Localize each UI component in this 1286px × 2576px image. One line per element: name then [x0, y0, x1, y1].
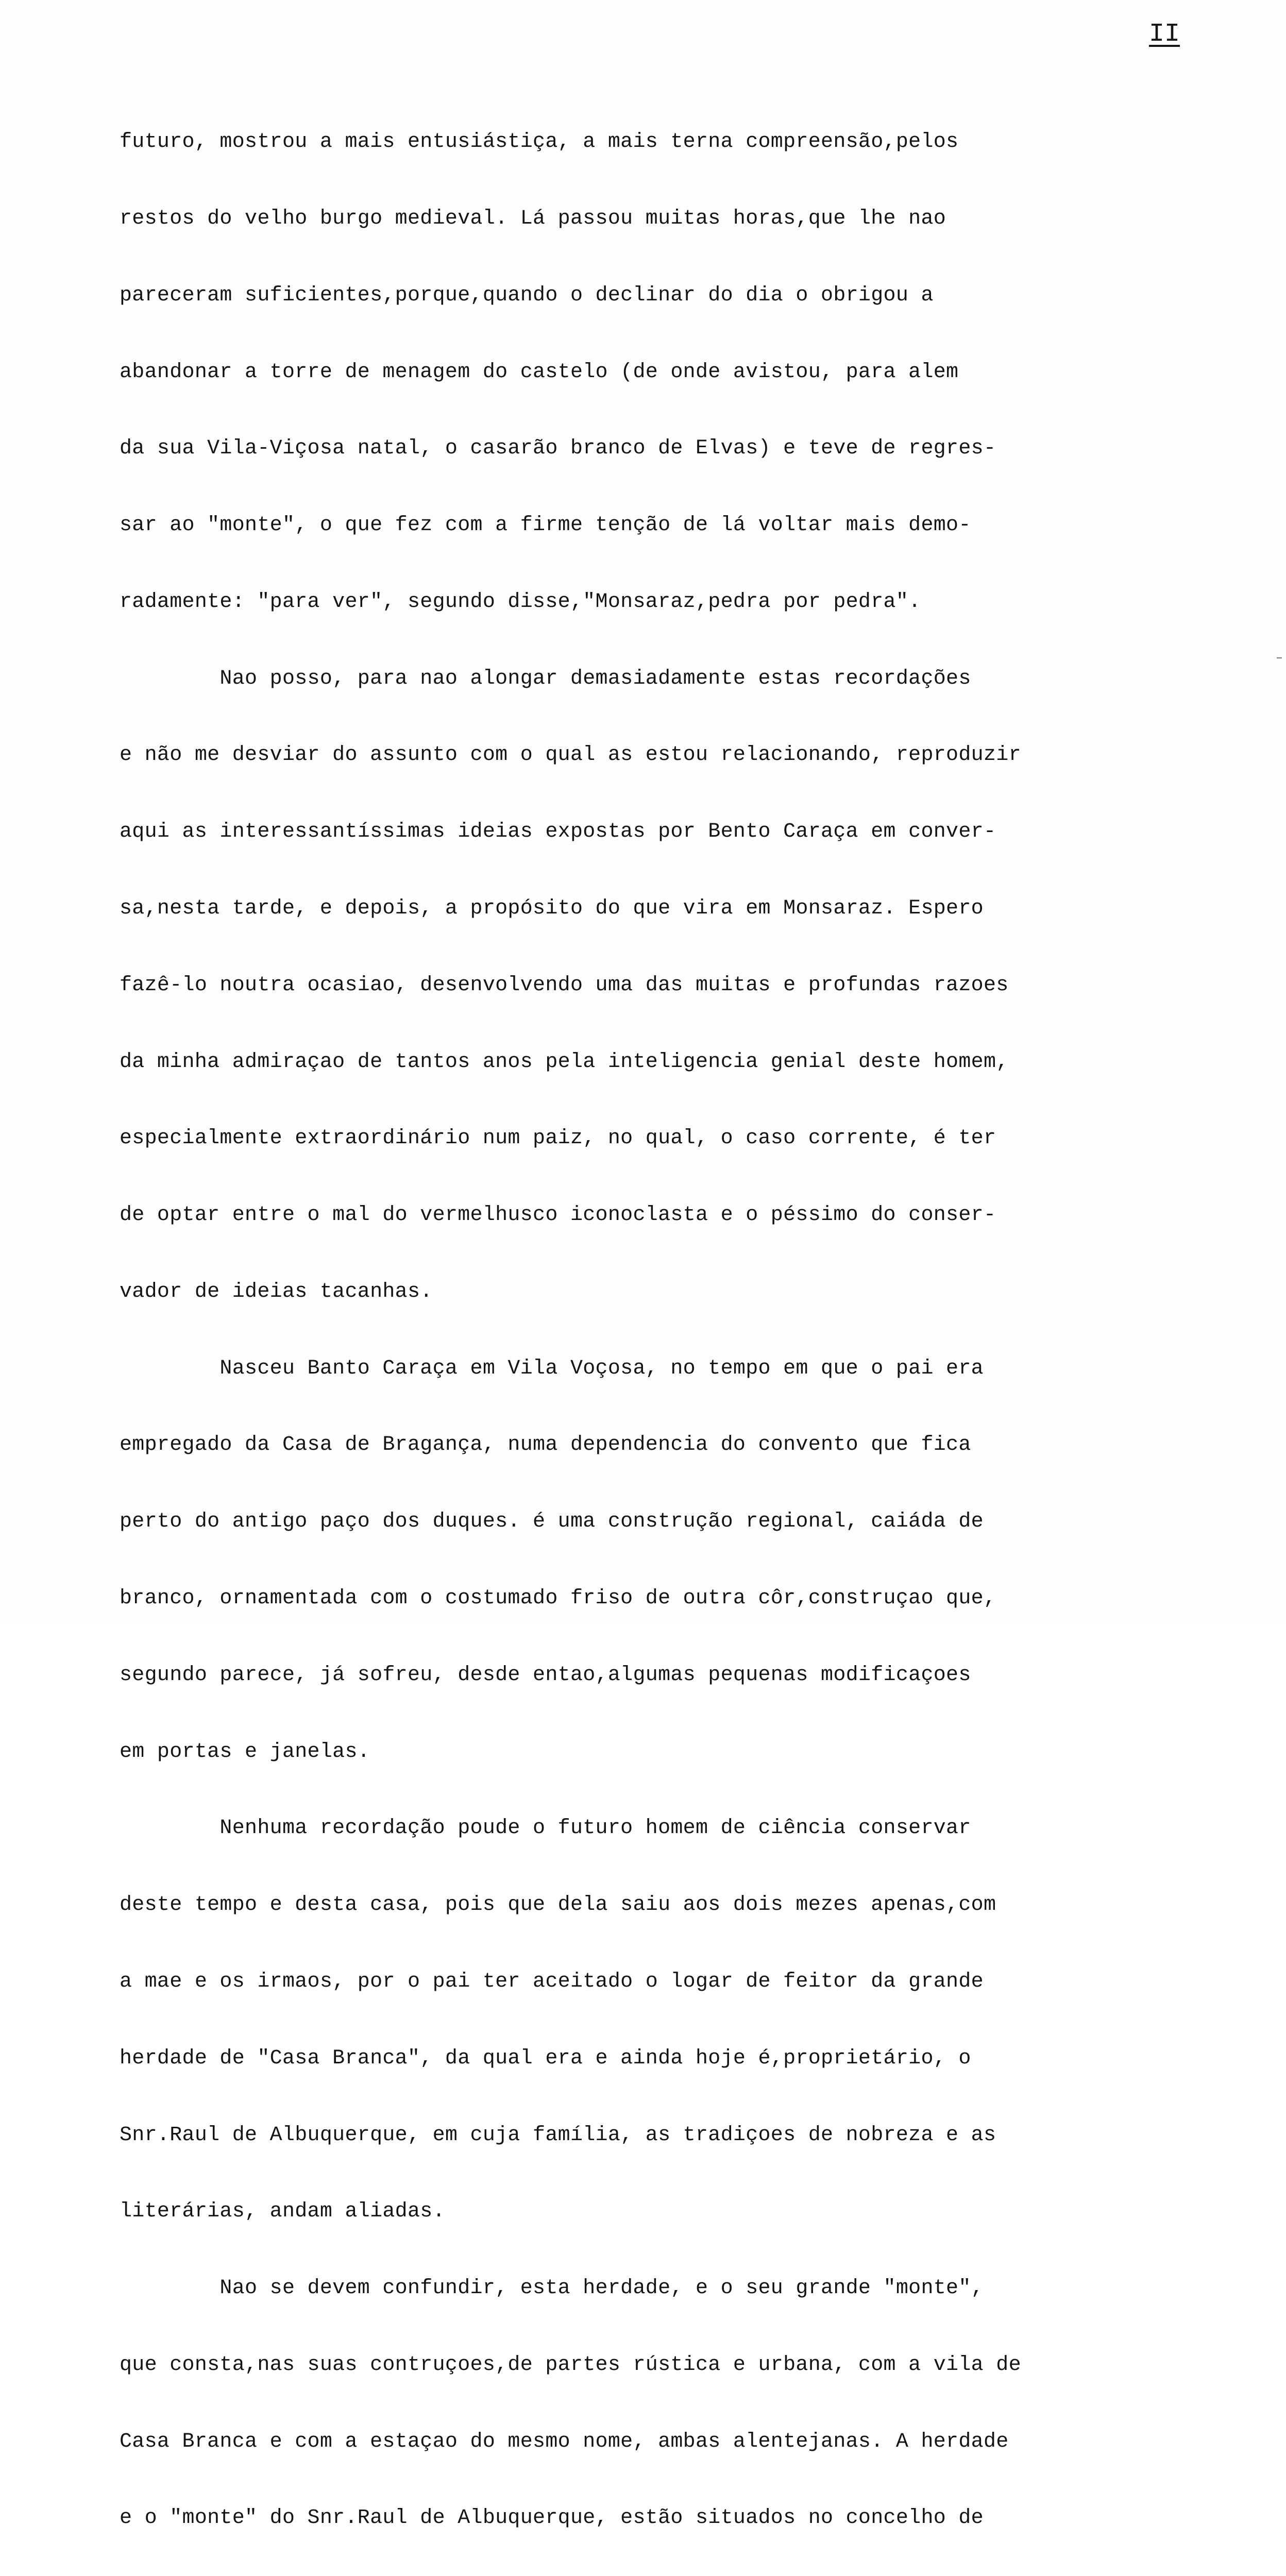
text-line: pareceram suficientes,porque,quando o declinar do dia o obrigou a: [120, 283, 934, 307]
text-line: futuro, mostrou a mais entusiástiça, a mais terna compreensão,pelos: [120, 130, 959, 154]
text-line: a mae e os irmaos, por o pai ter aceitado o logar de feitor da grande: [120, 1970, 984, 1993]
text-line: Casa Branca e com a estaçao do mesmo nome, ambas alentejanas. A herdade: [120, 2430, 1009, 2453]
text-line: empregado da Casa de Bragança, numa dependencia do convento que fica: [120, 1433, 971, 1457]
body-text: [120, 78, 1253, 2576]
text-line: em portas e janelas.: [120, 1740, 370, 1764]
text-line: especialmente extraordinário num paiz, no qual, o caso corrente, é ter: [120, 1127, 996, 1150]
text-line: abandonar a torre de menagem do castelo (de onde avistou, para alem: [120, 360, 959, 384]
text-line: deste tempo e desta casa, pois que dela saiu aos dois mezes apenas,com: [120, 1893, 996, 1917]
text-line: Nao se devem confundir, esta herdade, e o seu grande "monte",: [120, 2277, 984, 2300]
text-line: literárias, andam aliadas.: [120, 2200, 445, 2224]
text-line: herdade de "Casa Branca", da qual era e ainda hoje é,proprietário, o: [120, 2046, 971, 2070]
text-line: vador de ideias tacanhas.: [120, 1280, 433, 1303]
text-line: sar ao "monte", o que fez com a firme tenção de lá voltar mais demo-: [120, 514, 971, 537]
text-line: restos do velho burgo medieval. Lá passou muitas horas,que lhe nao: [120, 207, 946, 230]
text-line: branco, ornamentada com o costumado friso de outra côr,construçao que,: [120, 1587, 996, 1611]
text-line: e não me desviar do assunto com o qual as estou relacionando, reproduzir: [120, 743, 1021, 767]
text-line: segundo parece, já sofreu, desde entao,algumas pequenas modificaçoes: [120, 1663, 971, 1687]
text-line: que consta,nas suas contruçoes,de partes rústica e urbana, com a vila de: [120, 2353, 1021, 2377]
text-line: da sua Vila-Viçosa natal, o casarão branco de Elvas) e teve de regres-: [120, 437, 996, 461]
text-line: perto do antigo paço dos duques. é uma construção regional, caiáda de: [120, 1510, 984, 1534]
text-line: sa,nesta tarde, e depois, a propósito do que vira em Monsaraz. Espero: [120, 897, 984, 920]
text-line: radamente: "para ver", segundo disse,"Monsaraz,pedra por pedra".: [120, 590, 921, 614]
text-line: de optar entre o mal do vermelhusco iconoclasta e o péssimo do conser-: [120, 1204, 996, 1227]
page-number: II: [1149, 20, 1180, 49]
text-line: Snr.Raul de Albuquerque, em cuja família, as tradiçoes de nobreza e as: [120, 2123, 996, 2147]
text-line: Nasceu Banto Caraça em Vila Voçosa, no tempo em que o pai era: [120, 1357, 984, 1380]
margin-mark: [1277, 657, 1282, 658]
text-line: Nao posso, para nao alongar demasiadamente estas recordações: [120, 667, 971, 690]
text-line: Nenhuma recordação poude o futuro homem de ciência conservar: [120, 1817, 971, 1840]
text-line: aqui as interessantíssimas ideias expostas por Bento Caraça em conver-: [120, 820, 996, 844]
text-line: da minha admiraçao de tantos anos pela inteligencia genial deste homem,: [120, 1050, 1009, 1074]
text-line: e o "monte" do Snr.Raul de Albuquerque, estão situados no concelho de: [120, 2506, 984, 2530]
text-line: fazê-lo noutra ocasiao, desenvolvendo uma das muitas e profundas razoes: [120, 973, 1009, 997]
